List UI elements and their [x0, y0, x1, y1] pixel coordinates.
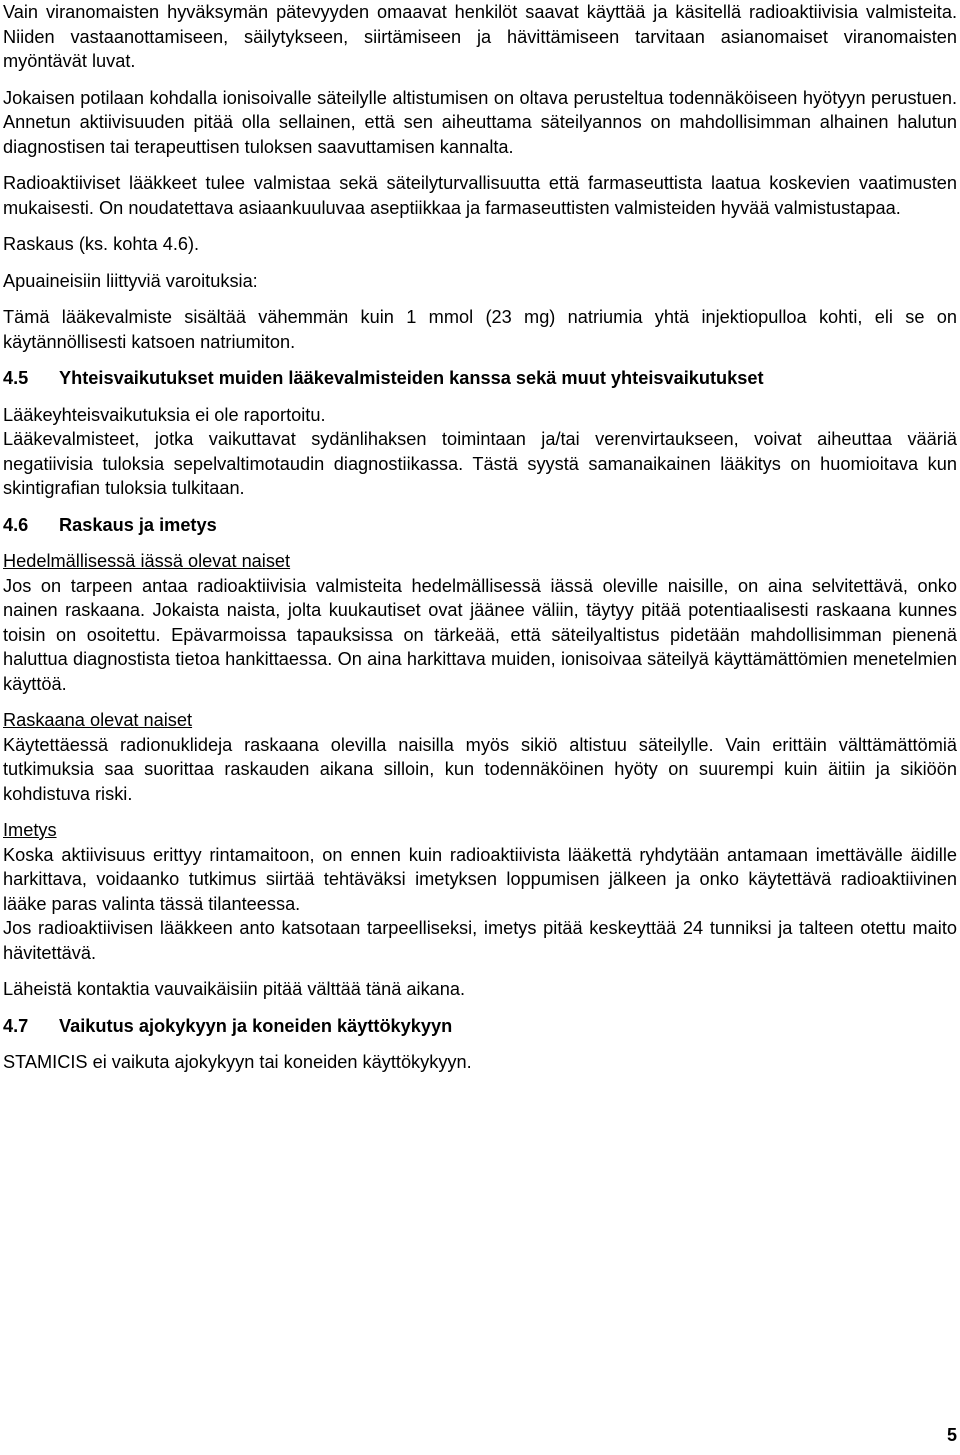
- section-number: 4.6: [3, 514, 29, 535]
- subheading-pregnant-women: Raskaana olevat naiset: [3, 710, 193, 730]
- section-title: Vaikutus ajokykyyn ja koneiden käyttökykyyn: [59, 1015, 453, 1036]
- paragraph-pregnant-women: Käytettäessä radionuklideja raskaana olevilla naisilla myös sikiö altistuu säteilylle. Vain erittäin välttämättömiä tutkimuksia saa suorittaa raskauden aikana silloin, kun todennäköinen hyöty on suurempi kuin äitiin ja sikiöön kohdistuva riski.: [3, 734, 957, 804]
- section-title: Yhteisvaikutukset muiden lääkevalmisteiden kanssa sekä muut yhteisvaikutukset: [59, 368, 764, 388]
- page-number: 5: [946, 1425, 957, 1445]
- subheading-fertile-women: Hedelmällisessä iässä olevat naiset: [3, 551, 291, 571]
- subheading-breastfeeding: Imetys: [3, 820, 57, 840]
- paragraph-driving: STAMICIS ei vaikuta ajokykyyn tai koneiden käyttökykyyn.: [3, 1052, 472, 1072]
- paragraph-excipients-heading: Apuaineisiin liittyviä varoituksia:: [3, 270, 258, 291]
- section-4-7-heading: [3, 1014, 957, 1039]
- section-4-6-heading: [3, 513, 957, 538]
- section-number: 4.7: [3, 1015, 29, 1036]
- paragraph-breastfeeding-2: Jos radioaktiivisen lääkkeen anto katsotaan tarpeelliseksi, imetys pitää keskeyttää 24 tunniksi ja talteen otettu maito hävitettävä.: [3, 918, 957, 963]
- paragraph-fertile-women: Jos on tarpeen antaa radioaktiivisia valmisteita hedelmällisessä iässä oleville naisille, on aina selvitettävä, onko nainen raskaana. Jokaista naista, jolta kuukautiset ovat jäänee väliin, täytyy pitää potentiaalisesti raskaana kunnes toisin on osoitettu. Epävarmoissa tapauksissa on tärkeää, että säteilyaltistus pidetään mahdollisimman pienenä haluttua diagnostista tietoa hankittaessa. On aina harkittava muiden, ionisoivaa säteilyä käyttämättömien menetelmien käyttöä.: [3, 575, 957, 694]
- paragraph-breastfeeding-1: Koska aktiivisuus erittyy rintamaitoon, on ennen kuin radioaktiivista lääkettä ryhdytään antamaan imettävälle äidille harkittava, voidaanko tutkimus siirtää tehtäväksi imetyksen loppumisen jälkeen ja onko käytettävä radioaktiivinen lääke paras valinta tässä tilanteessa.: [3, 844, 957, 914]
- paragraph-authorized-personnel: Vain viranomaisten hyväksymän pätevyyden omaavat henkilöt saavat käyttää ja käsitellä radioaktiivisia valmisteita. Niiden vastaanottamiseen, säilytykseen, siirtämiseen ja hävittämiseen tarvitaan asianomaiset viranomaisten myöntävät luvat.: [3, 2, 957, 71]
- paragraph-interaction-drugs: Lääkevalmisteet, jotka vaikuttavat sydänlihaksen toimintaan ja/tai verenvirtaukseen, voivat aiheuttaa vääriä negatiivisia tuloksia sepelvaltimotaudin diagnostiikassa. Tästä syystä samanaikainen lääkitys on huomioitava kun skintigrafian tuloksia tulkitaan.: [3, 429, 957, 498]
- section-title: Raskaus ja imetys: [59, 514, 217, 535]
- paragraph-justification: Jokaisen potilaan kohdalla ionisoivalle säteilylle altistumisen on oltava perusteltua todennäköiseen hyötyyn perustuen. Annetun aktiivisuuden pitää olla sellainen, että sen aiheuttama säteilyannos on mahdollisimman alhainen halutun diagnostisen tai terapeuttisen tuloksen saavuttamisen kannalta.: [3, 87, 957, 157]
- document-page: [3, 0, 957, 1075]
- paragraph-pregnancy-ref: Raskaus (ks. kohta 4.6).: [3, 234, 200, 254]
- paragraph-no-interactions: Lääkeyhteisvaikutuksia ei ole raportoitu.: [3, 404, 326, 425]
- section-number: 4.5: [3, 368, 29, 388]
- section-4-5-heading: [3, 366, 957, 391]
- paragraph-breastfeeding-3: Läheistä kontaktia vauvaikäisiin pitää välttää tänä aikana.: [3, 979, 466, 999]
- paragraph-sodium: Tämä lääkevalmiste sisältää vähemmän kuin 1 mmol (23 mg) natriumia yhtä injektiopulloa kohti, eli se on käytännöllisesti katsoen natriumiton.: [3, 307, 957, 352]
- paragraph-preparation: Radioaktiiviset lääkkeet tulee valmistaa sekä säteilyturvallisuutta että farmaseuttista laatua koskevien vaatimusten mukaisesti. On noudatettava asiaankuuluvaa aseptiikkaa ja farmaseuttisten valmisteiden hyvää valmistustapaa.: [3, 173, 957, 218]
